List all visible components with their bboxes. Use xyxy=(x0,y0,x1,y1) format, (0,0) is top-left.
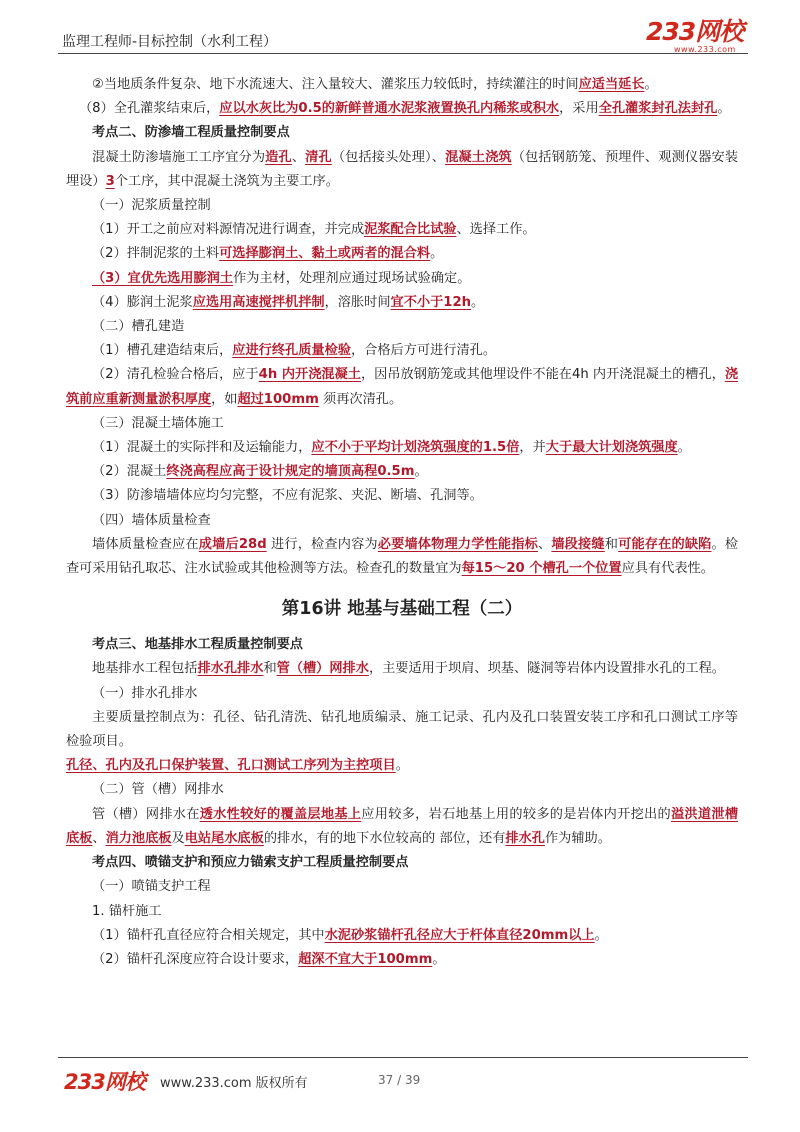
brand-logo-text: 233网校 xyxy=(646,17,744,46)
paragraph: 主要质量控制点为：孔径、钻孔清洗、钻孔地质编录、施工记录、孔内及孔口装置安装工序和孔口测试工序等检验项目。 xyxy=(66,709,738,750)
paragraph: 地基排水工程包括排水孔排水和管（槽）网排水，主要适用于坝肩、坝基、隧洞等岩体内设置排水孔的工程。 xyxy=(92,661,725,677)
paragraph: 墙体质量检查应在成墙后28d 进行，检查内容为必要墙体物理力学性能指标、墙段接缝和可能存在的缺陷。检查可采用钻孔取芯、注水试验或其他检测等方法。检查孔的数量宜为每15～20 个槽孔一个位置应具有代表性。 xyxy=(66,536,739,577)
footer-logo: 233网校 xyxy=(64,1070,145,1094)
subsection-heading: （一）泥浆质量控制 xyxy=(92,198,211,214)
paragraph: （3）防渗墙墙体应均匀完整，不应有泥浆、夹泥、断墙、孔洞等。 xyxy=(92,488,483,504)
brand-logo-url: www.233.com xyxy=(674,45,736,54)
document-body xyxy=(66,73,738,972)
subsection-heading: （一）排水孔排水 xyxy=(92,685,198,701)
paragraph: （4）膨润土泥浆应选用高速搅拌机拌制，溶胀时间宜不小于12h。 xyxy=(92,294,485,310)
subsection-heading: （三）混凝土墙体施工 xyxy=(92,415,224,431)
paragraph: 管（槽）网排水在透水性较好的覆盖层地基上应用较多，岩石地基上用的较多的是岩体内开挖出的溢洪道泄槽底板、消力池底板及电站尾水底板的排水，有的地下水位较高的 部位，还有排水孔作为辅助。 xyxy=(66,806,739,846)
section-heading: 考点三、地基排水工程质量控制要点 xyxy=(92,637,303,653)
paragraph: （2）锚杆孔深度应符合设计要求，超深不宜大于100mm。 xyxy=(92,951,446,967)
paragraph: （3）宜优先选用膨润土作为主材，处理剂应通过现场试验确定。 xyxy=(92,270,471,286)
subsection-heading: （一）喷锚支护工程 xyxy=(92,879,211,895)
header-divider xyxy=(58,53,748,54)
paragraph: （2）清孔检验合格后，应于4h 内开浇混凝土，因吊放钢筋笼或其他埋设件不能在4h 内开浇混凝土的槽孔，浇筑前应重新测量淤积厚度，如超过100mm 须再次清孔。 xyxy=(66,367,739,407)
lecture-title: 第16讲 地基与基础工程（二） xyxy=(281,599,523,620)
paragraph: 混凝土防渗墙施工工序宜分为造孔、清孔（包括接头处理）、混凝土浇筑（包括钢筋笼、预埋件、观测仪器安装埋设）3个工序，其中混凝土浇筑为主要工序。 xyxy=(66,149,739,189)
paragraph: （1）开工之前应对料源情况进行调查，并完成泥浆配合比试验、选择工作。 xyxy=(92,222,536,238)
brand-logo xyxy=(646,18,756,58)
page-number: 37 / 39 xyxy=(378,1073,421,1087)
section-heading: 考点四、喷锚支护和预应力锚索支护工程质量控制要点 xyxy=(92,855,409,871)
paragraph: ②当地质条件复杂、地下水流速大、注入量较大、灌浆压力较低时，持续灌注的时间应适当延长。 xyxy=(92,77,658,92)
subsection-heading: （二）槽孔建造 xyxy=(92,319,185,335)
paragraph: （2）拌制泥浆的土料可选择膨润土、黏土或两者的混合料。 xyxy=(92,246,444,262)
footer-copyright: www.233.com 版权所有 xyxy=(160,1076,308,1091)
subsection-heading: 1. 锚杆施工 xyxy=(92,903,162,919)
header-title: 监理工程师-目标控制（水利工程） xyxy=(62,34,278,50)
paragraph: （1）锚杆孔直径应符合相关规定，其中水泥砂浆锚杆孔径应大于杆体直径20mm以上。 xyxy=(92,927,608,943)
section-heading: 考点二、防渗墙工程质量控制要点 xyxy=(92,125,290,141)
subsection-heading: （二）管（槽）网排水 xyxy=(92,782,224,798)
footer-divider xyxy=(58,1057,748,1058)
paragraph: （8）全孔灌浆结束后，应以水灰比为0.5的新鲜普通水泥浆液置换孔内稀浆或积水，采用全孔灌浆封孔法封孔。 xyxy=(79,101,731,117)
paragraph: （1）混凝土的实际拌和及运输能力，应不小于平均计划浇筑强度的1.5倍，并大于最大计划浇筑强度。 xyxy=(92,440,691,456)
paragraph: 孔径、孔内及孔口保护装置、孔口测试工序列为主控项目。 xyxy=(66,758,409,774)
paragraph: （2）混凝土终浇高程应高于设计规定的墙顶高程0.5m。 xyxy=(92,464,428,480)
paragraph: （1）槽孔建造结束后，应进行终孔质量检验，合格后方可进行清孔。 xyxy=(92,343,497,359)
subsection-heading: （四）墙体质量检查 xyxy=(92,512,211,528)
